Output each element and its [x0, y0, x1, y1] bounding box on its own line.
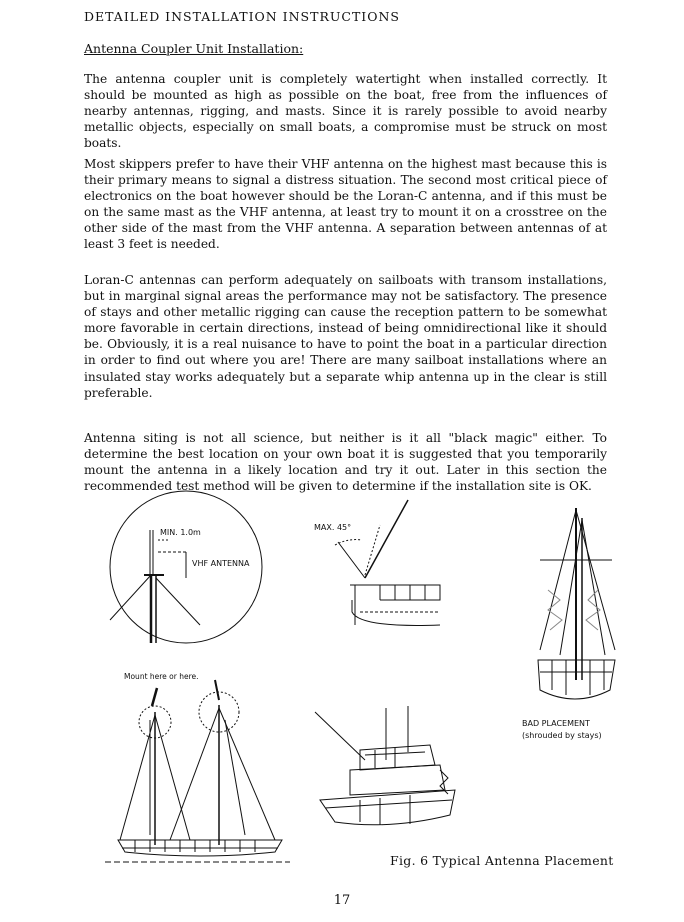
masthead-detail-diagram	[110, 491, 262, 643]
schooner-diagram	[105, 672, 290, 862]
page-header: DETAILED INSTALLATION INSTRUCTIONS	[84, 9, 400, 24]
section-title: Antenna Coupler Unit Installation:	[84, 41, 304, 56]
powerboat-diagram	[315, 706, 455, 825]
mount-here-label: Mount here or here.	[124, 672, 199, 681]
paragraph-4: Antenna siting is not all science, but neither is it all "black magic" either. To determine the best location on your own boat it is suggested that you temporarily mount the antenna in a likely location and try it out. Later in this section the recommended test method will be given to determine if the installation site is OK.	[84, 431, 607, 494]
bad-placement-label: BAD PLACEMENT	[522, 719, 590, 728]
vhf-antenna-label: VHF ANTENNA	[192, 559, 250, 568]
shrouded-by-stays-label: (shrouded by stays)	[522, 731, 602, 740]
paragraph-2: Most skippers prefer to have their VHF antenna on the highest mast because this is their primary means to signal a distress situation. The second most critical piece of electronics on the boat however should be the Loran-C antenna, and if this must be on the same mast as the VHF antenna, at least try to mount it on a crosstree on the other side of the mast from the VHF antenna. A separation between antennas of at least 3 feet is needed.	[84, 157, 607, 252]
stern-whip-diagram	[314, 500, 440, 625]
page-number: 17	[333, 893, 351, 908]
min-distance-label: MIN. 1.0m	[160, 528, 201, 537]
max-angle-label: MAX. 45°	[314, 523, 352, 532]
antenna-placement-figure	[0, 490, 684, 870]
paragraph-3: Loran-C antennas can perform adequately on sailboats with transom installations, but in marginal signal areas the performance may not be satisfactory. The presence of stays and other metallic rigging can cause the reception pattern to be somewhat more favorable in certain directions, instead of being omnidirectional like it should be. Obviously, it is a real nuisance to have to point the boat in a particular direction in order to find out where you are! There are many sailboat installations where an insulated stay works adequately but a separate whip antenna up in the clear is still preferable.	[84, 273, 607, 400]
bad-placement-diagram	[522, 508, 615, 740]
paragraph-1: The antenna coupler unit is completely watertight when installed correctly. It should be mounted as high as possible on the boat, free from the influences of nearby antennas, rigging, and masts. Since it is rarely possible to avoid nearby metallic objects, especially on small boats, a compromise must be struck on most boats.	[84, 72, 607, 151]
figure-caption: Fig. 6 Typical Antenna Placement	[390, 853, 614, 868]
